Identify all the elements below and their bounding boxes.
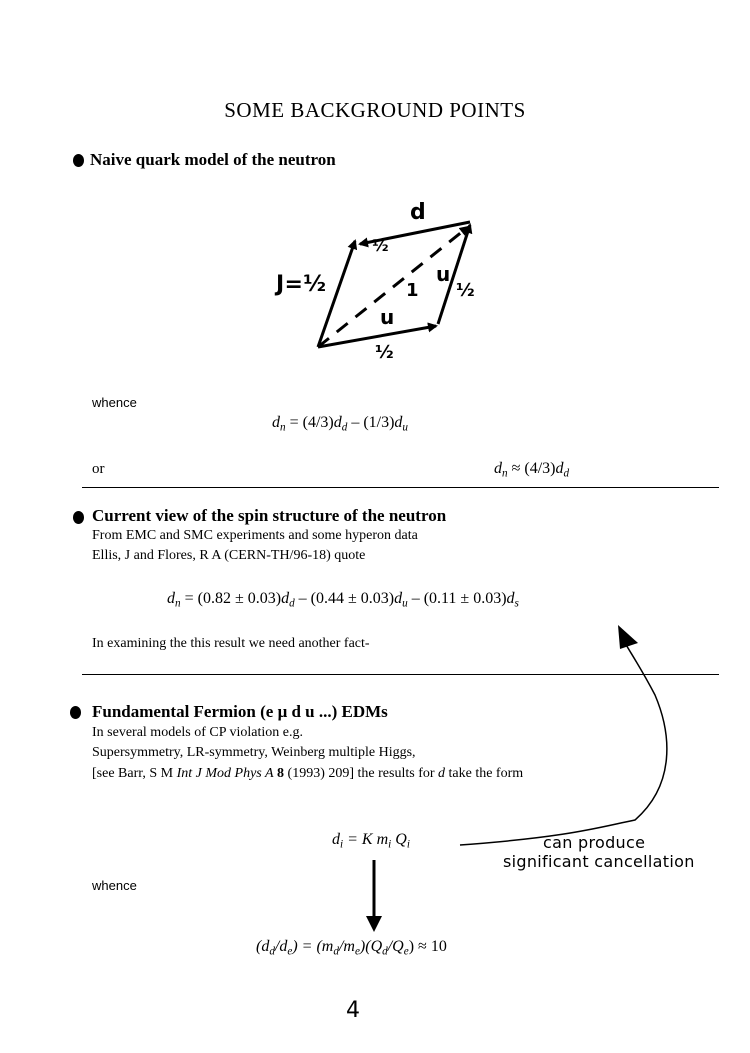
section-heading: Naive quark model of the neutron xyxy=(90,150,336,169)
section-heading: Fundamental Fermion (e μ d u ...) EDMs xyxy=(92,702,388,721)
equation-dn: $d_n = (4/3)d_d - (1/3)d_u$ xyxy=(272,414,409,434)
body-text: From EMC and SMC experiments and some hyperon data xyxy=(92,528,418,543)
bullet-icon xyxy=(73,511,84,524)
divider xyxy=(82,487,719,488)
body-text: Supersymmetry, LR-symmetry, Weinberg multiple Higgs, xyxy=(92,745,416,760)
diagram-label-one: 1 xyxy=(406,280,419,301)
or-label: or xyxy=(92,461,105,477)
handwritten-note: can produce xyxy=(543,833,646,852)
equation-spin-structure: $d_n = (0.82 \pm 0.03)d_d - (0.44 \pm 0.03)d_u - (0.11 \pm 0.03)d_s$ xyxy=(167,590,519,610)
body-text: [see Barr, S M Int J Mod Phys A 8 (1993) 209] the results for d take the form xyxy=(92,766,524,781)
diagram-label-half-right: ½ xyxy=(456,280,475,301)
body-text: In examining the this result we need another fact- xyxy=(92,636,370,651)
body-text: In several models of CP violation e.g. xyxy=(92,725,303,740)
equation-di: $d_i = K$ $m_i$ $Q_i$ xyxy=(332,831,410,851)
whence-label: whence xyxy=(92,878,137,893)
diagram-label-d: d xyxy=(410,200,427,225)
down-arrow-icon xyxy=(362,858,386,934)
whence-label: whence xyxy=(92,395,137,410)
handwritten-note: significant cancellation xyxy=(503,852,695,871)
diagram-label-half-bottom: ½ xyxy=(375,342,394,363)
diagram-label-u-right: u xyxy=(436,262,451,286)
diagram-label-u-bottom: u xyxy=(380,305,395,329)
bullet-icon xyxy=(70,706,81,719)
page-title: SOME BACKGROUND POINTS xyxy=(224,98,526,122)
equation-ratio: $(d_d/d_e) = (m_d/m_e)(Q_d/Q_e) \approx 10$ xyxy=(256,938,447,958)
bullet-icon xyxy=(73,154,84,167)
section-heading: Current view of the spin structure of the neutron xyxy=(92,506,447,525)
diagram-label-half-top: ½ xyxy=(372,236,389,255)
body-text: Ellis, J and Flores, R A (CERN-TH/96-18) quote xyxy=(92,548,366,563)
diagram-label-j: J=½ xyxy=(276,272,327,297)
equation-dn-approx: $d_n \approx (4/3)d_d$ xyxy=(494,460,570,480)
annotation-arrow-icon xyxy=(450,615,690,855)
page-number: 4 xyxy=(346,998,361,1023)
